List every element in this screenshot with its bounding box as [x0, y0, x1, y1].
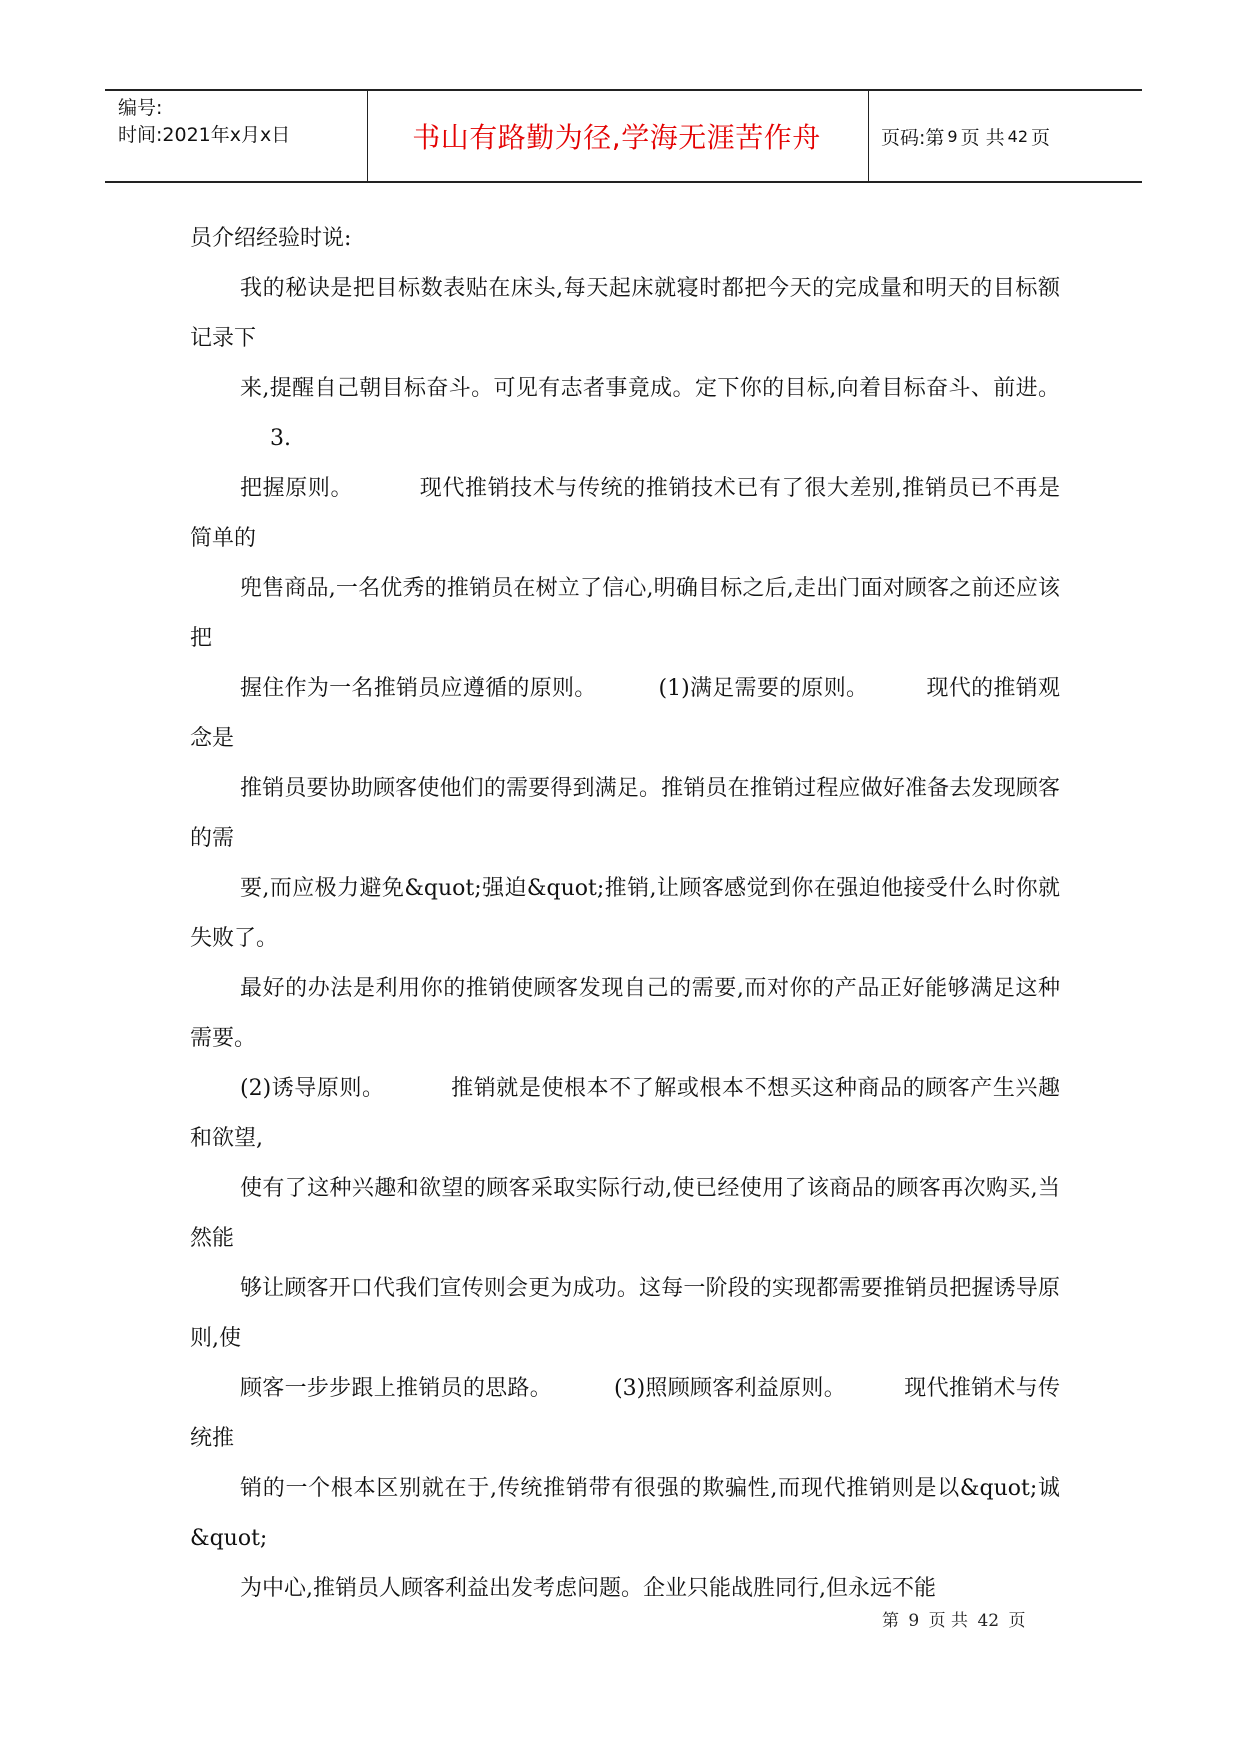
paragraph-text: 把握原则。: [240, 476, 354, 501]
paragraph-text: (3)照顾顾客利益原则。: [613, 1376, 846, 1401]
paragraph-text: 为中心,推销员人顾客利益出发考虑问题。企业只能战胜同行,但永远不能: [240, 1576, 936, 1601]
footer-page-total: 42: [977, 1611, 1000, 1631]
header-divider-left: [367, 91, 368, 181]
header-page-current: 9: [947, 126, 958, 146]
document-time-label: 时间:2021年x月x日: [118, 124, 291, 146]
header-page-prefix: 页码:第: [881, 126, 945, 149]
paragraph: [190, 664, 1060, 764]
paragraph: [190, 864, 1060, 964]
paragraph: [190, 1164, 1060, 1264]
paragraph-text: 推销就是使根本不了解或根本不想买这种商品的顾客产生兴趣和欲望,: [190, 1076, 1060, 1151]
header-divider-right: [868, 91, 869, 181]
footer-page-current: 9: [908, 1611, 920, 1631]
paragraph-text: 我的秘诀是把目标数表贴在床头,每天起床就寝时都把今天的完成量和明天的目标额记录下: [190, 276, 1060, 351]
paragraph: [190, 1064, 1060, 1164]
header-page-mid: 页 共: [960, 126, 1005, 149]
header-page-total: 42: [1007, 126, 1028, 146]
paragraph-text: 员介绍经验时说:: [190, 226, 352, 251]
footer-prefix: 第: [882, 1611, 899, 1631]
paragraph: [190, 564, 1060, 664]
paragraph: [190, 464, 1060, 564]
paragraph-text: 顾客一步步跟上推销员的思路。: [240, 1376, 552, 1401]
header-page-suffix: 页: [1031, 126, 1051, 149]
paragraph-text: 使有了这种兴趣和欲望的顾客采取实际行动,使已经使用了该商品的顾客再次购买,当然能: [190, 1176, 1060, 1251]
document-body: [190, 214, 1060, 1614]
paragraph: [190, 1264, 1060, 1364]
paragraph: [190, 264, 1060, 364]
header-meta: [118, 95, 290, 149]
paragraph-text: 握住作为一名推销员应遵循的原则。: [240, 676, 597, 701]
paragraph-text: 现代推销术与传统推: [190, 1376, 1060, 1451]
header-page-indicator: [873, 91, 1142, 181]
paragraph-text: 推销员要协助顾客使他们的需要得到满足。推销员在推销过程应做好准备去发现顾客的需: [190, 776, 1060, 851]
paragraph: [190, 1464, 1060, 1564]
paragraph-text: 兜售商品,一名优秀的推销员在树立了信心,明确目标之后,走出门面对顾客之前还应该把: [190, 576, 1060, 651]
paragraph-text: (2)诱导原则。: [240, 1076, 385, 1101]
paragraph: [190, 1364, 1060, 1464]
footer-suffix: 页: [1008, 1611, 1026, 1631]
paragraph-text: 销的一个根本区别就在于,传统推销带有很强的欺骗性,而现代推销则是以&quot;诚&quot;: [190, 1476, 1060, 1551]
document-number-label: 编号:: [118, 97, 163, 119]
page-footer: [880, 1606, 1028, 1631]
paragraph: [190, 364, 1060, 464]
paragraph-text: 要,而应极力避免&quot;强迫&quot;推销,让顾客感觉到你在强迫他接受什么时你就失败了。: [190, 876, 1060, 951]
paragraph-text: 现代的推销观念是: [190, 676, 1060, 751]
paragraph-text: (1)满足需要的原则。: [658, 676, 869, 701]
paragraph-text: 够让顾客开口代我们宣传则会更为成功。这每一阶段的实现都需要推销员把握诱导原则,使: [190, 1276, 1060, 1351]
header-motto: 书山有路勤为径,学海无涯苦作舟: [412, 121, 821, 154]
paragraph-text: 最好的办法是利用你的推销使顾客发现自己的需要,而对你的产品正好能够满足这种需要。: [190, 976, 1060, 1051]
page-header: [105, 89, 1142, 183]
paragraph: [190, 214, 1060, 264]
paragraph-text: 来,提醒自己朝目标奋斗。可见有志者事竟成。定下你的目标,向着目标奋斗、前进。: [240, 376, 1060, 401]
footer-mid: 页 共: [928, 1611, 969, 1631]
paragraph-text: 现代推销技术与传统的推销技术已有了很大差别,推销员已不再是简单的: [190, 476, 1060, 551]
paragraph-text: 3.: [270, 426, 291, 451]
paragraph: [190, 764, 1060, 864]
paragraph: [190, 964, 1060, 1064]
